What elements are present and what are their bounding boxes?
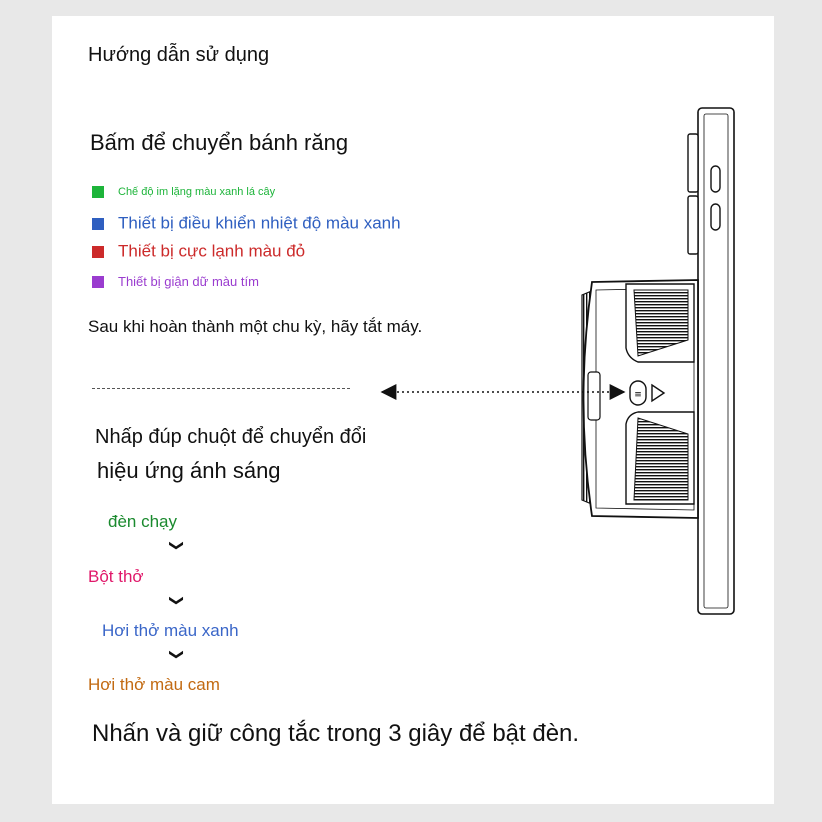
mode-item-angry	[92, 273, 259, 289]
effect-breathing-powder: Bột thở	[88, 567, 144, 586]
mode-swatch	[92, 276, 104, 288]
mode-swatch	[92, 246, 104, 258]
mode-item-temperature	[92, 213, 401, 234]
cycle-note: Sau khi hoàn thành một chu kỳ, hãy tắt máy.	[88, 317, 423, 336]
divider-dashed	[92, 388, 350, 389]
chevron-down-icon: ❯	[169, 648, 186, 661]
mode-item-silent	[92, 186, 275, 198]
hold-switch-note: Nhấn và giữ công tắc trong 3 giây để bật đèn.	[92, 720, 580, 747]
light-section-title-line2: hiệu ứng ánh sáng	[97, 458, 281, 483]
mode-item-extreme-cold	[92, 241, 305, 262]
mode-swatch	[92, 218, 104, 230]
mode-label: Thiết bị giận dữ màu tím	[118, 274, 259, 290]
chevron-down-icon: ❯	[169, 539, 186, 552]
chevron-down-icon: ❯	[169, 594, 186, 607]
gear-section-title: Bấm để chuyển bánh răng	[90, 130, 349, 155]
phone-cooler-illustration	[370, 100, 770, 630]
mode-swatch	[92, 186, 104, 198]
mode-label: Thiết bị điều khiển nhiệt độ màu xanh	[118, 213, 401, 233]
power-button-icon: ≡	[634, 390, 642, 400]
effect-running-light: đèn chạy	[108, 512, 177, 531]
effect-blue-breath: Hơi thở màu xanh	[102, 621, 239, 640]
cooler-device	[582, 280, 698, 518]
mode-label: Chế độ im lặng màu xanh lá cây	[118, 186, 276, 199]
effect-orange-breath: Hơi thở màu cam	[88, 675, 220, 694]
page-heading: Hướng dẫn sử dụng	[88, 44, 270, 66]
light-section-title-line1: Nhấp đúp chuột để chuyển đổi	[95, 426, 367, 448]
mode-label: Thiết bị cực lạnh màu đỏ	[118, 241, 306, 261]
